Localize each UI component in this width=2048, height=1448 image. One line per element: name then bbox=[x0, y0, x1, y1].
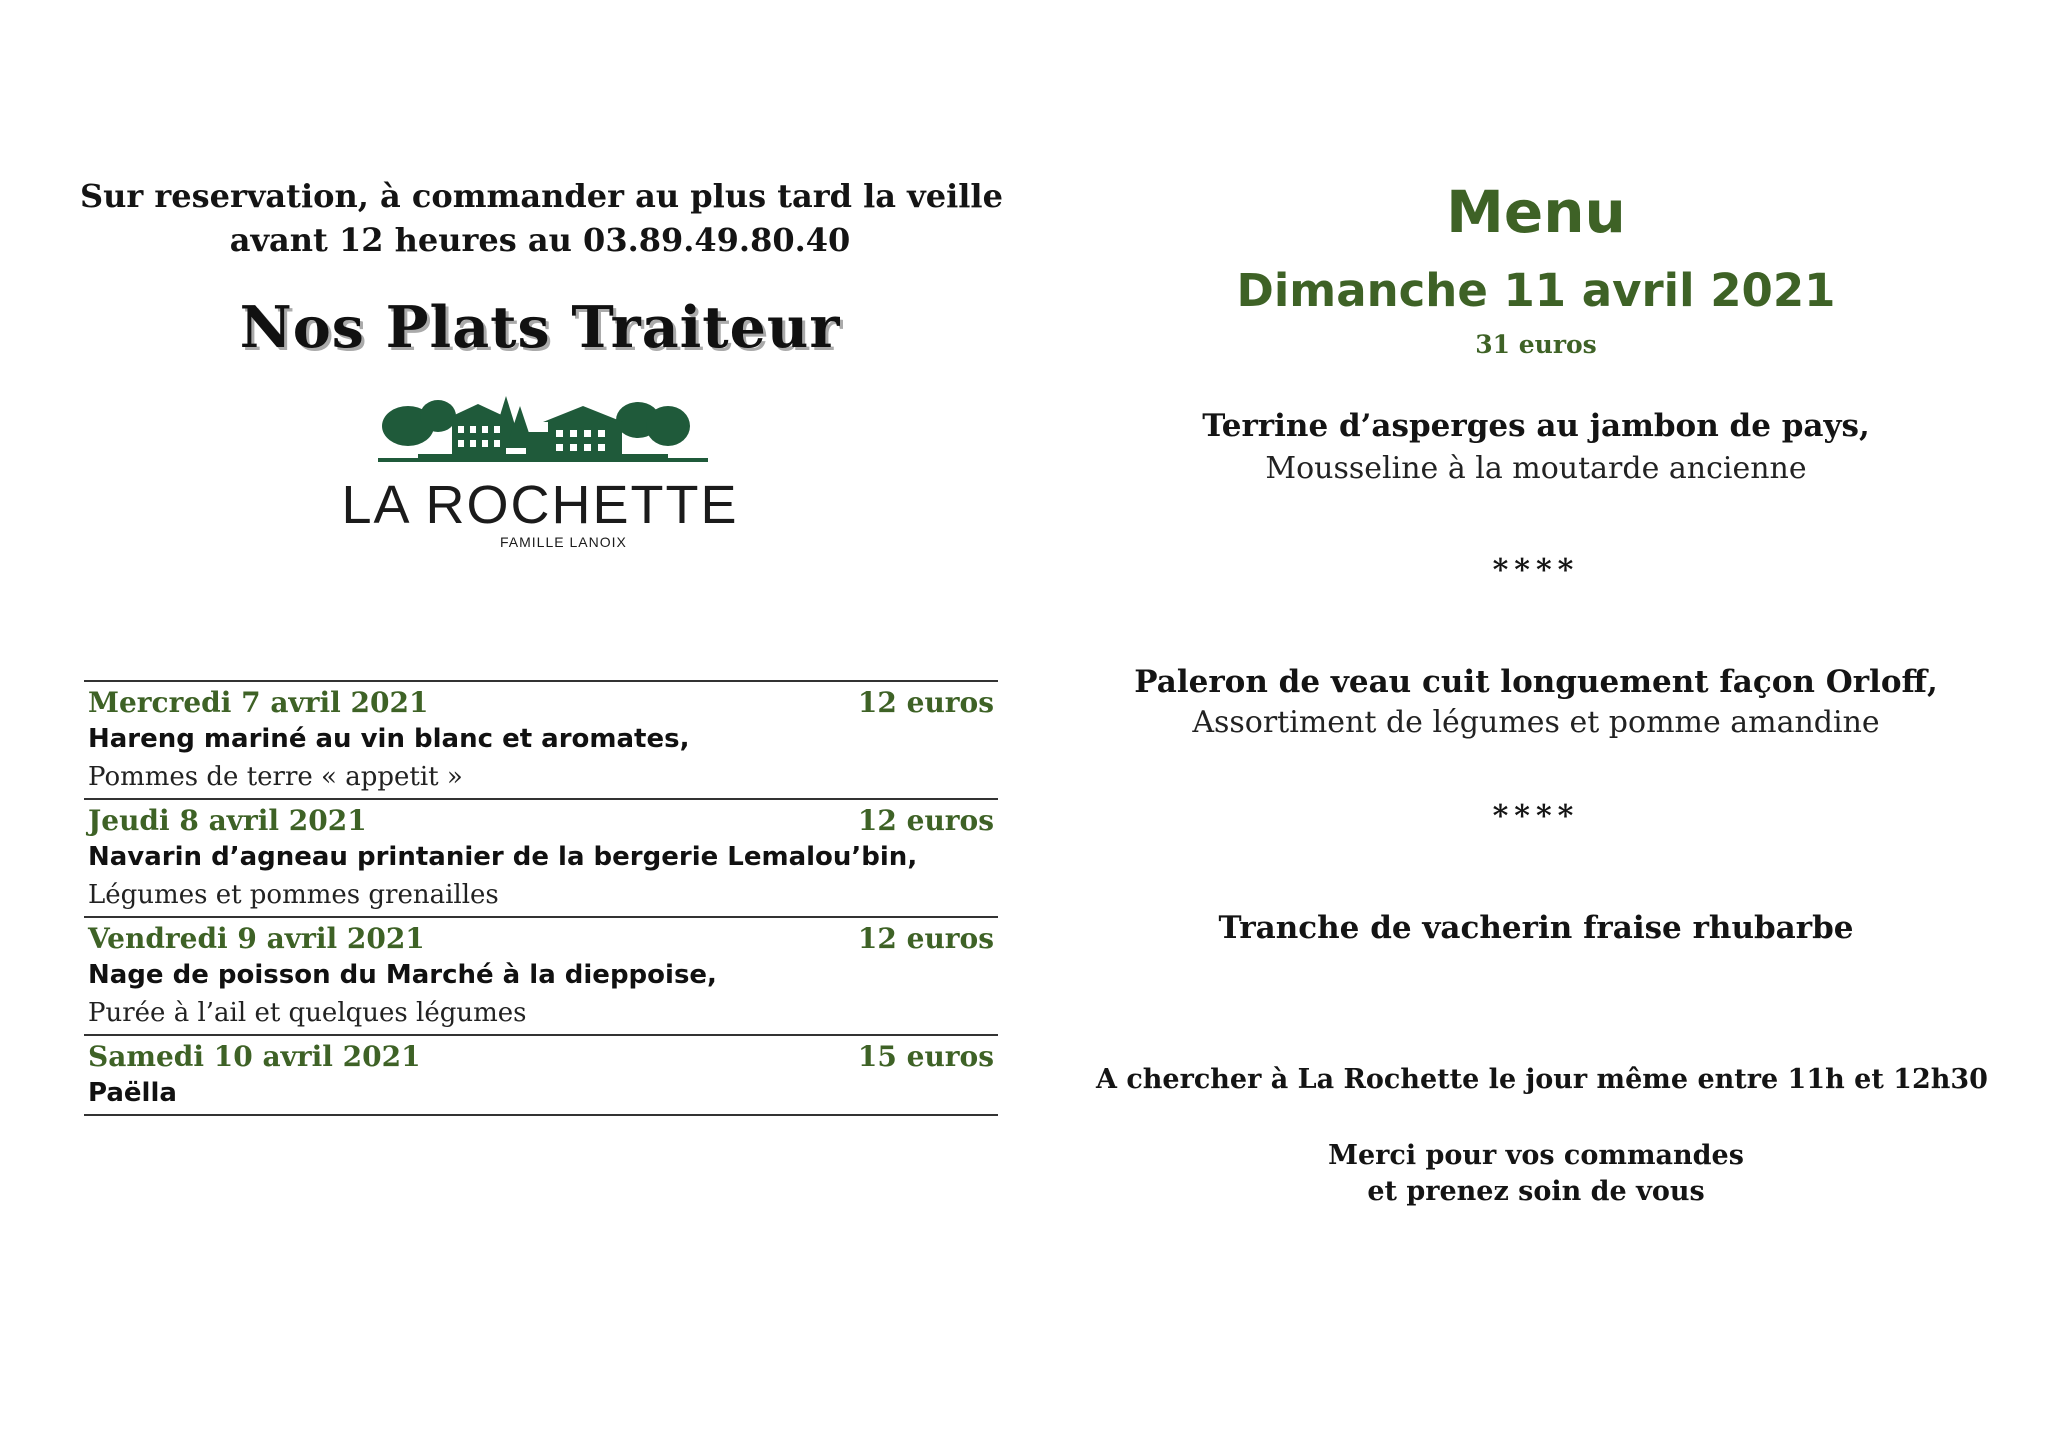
plat-price: 12 euros bbox=[857, 685, 994, 719]
menu-price: 31 euros bbox=[1475, 330, 1597, 359]
logo-subtitle: FAMILLE LANOIX bbox=[500, 534, 627, 550]
plat-day: Samedi 10 avril 2021 bbox=[88, 1039, 421, 1073]
thanks-line-2: et prenez soin de vous bbox=[1367, 1176, 1705, 1207]
plat-dish: Nage de poisson du Marché à la dieppoise, bbox=[88, 960, 717, 990]
pickup-info: A chercher à La Rochette le jour même entre 11h et 12h30 bbox=[1096, 1064, 1988, 1095]
house-and-trees-icon bbox=[378, 396, 708, 468]
starter-title: Terrine d’asperges au jambon de pays, bbox=[1202, 408, 1870, 444]
plat-side: Purée à l’ail et quelques légumes bbox=[88, 998, 527, 1028]
plat-day: Jeudi 8 avril 2021 bbox=[88, 803, 367, 837]
plat-price: 12 euros bbox=[857, 921, 994, 955]
plat-side: Légumes et pommes grenailles bbox=[88, 880, 499, 910]
main-course-title: Paleron de veau cuit longuement façon Orloff, bbox=[1134, 664, 1938, 700]
menu-title: Menu bbox=[1446, 178, 1626, 246]
menu-date: Dimanche 11 avril 2021 bbox=[1236, 264, 1836, 317]
plat-row bbox=[84, 1034, 998, 1114]
plat-dish: Paëlla bbox=[88, 1078, 177, 1108]
plat-dish: Navarin d’agneau printanier de la bergerie Lemalou’bin, bbox=[88, 842, 918, 872]
plat-row bbox=[84, 916, 998, 1034]
plat-day: Mercredi 7 avril 2021 bbox=[88, 685, 429, 719]
course-separator: **** bbox=[1492, 553, 1580, 588]
logo-name: LA ROCHETTE bbox=[341, 475, 739, 535]
plat-price: 15 euros bbox=[857, 1039, 994, 1073]
dessert-title: Tranche de vacherin fraise rhubarbe bbox=[1218, 910, 1854, 946]
reservation-notice bbox=[80, 174, 1003, 262]
la-rochette-logo bbox=[330, 396, 750, 556]
plat-row bbox=[84, 680, 998, 798]
starter-description: Mousseline à la moutarde ancienne bbox=[1265, 451, 1807, 486]
plats-table bbox=[84, 680, 998, 1116]
section-title: Nos Plats Traiteur bbox=[239, 294, 841, 361]
plat-price: 12 euros bbox=[857, 803, 994, 837]
main-course-description: Assortiment de légumes et pomme amandine bbox=[1192, 705, 1880, 740]
plat-day: Vendredi 9 avril 2021 bbox=[88, 921, 425, 955]
reservation-line-2: avant 12 heures au 03.89.49.80.40 bbox=[229, 221, 851, 259]
plat-row bbox=[84, 798, 998, 916]
plat-dish: Hareng mariné au vin blanc et aromates, bbox=[88, 724, 690, 754]
reservation-line-1: Sur reservation, à commander au plus tard la veille bbox=[80, 177, 1003, 215]
thanks-line-1: Merci pour vos commandes bbox=[1328, 1140, 1744, 1171]
course-separator: **** bbox=[1492, 799, 1580, 834]
plat-side: Pommes de terre « appetit » bbox=[88, 762, 463, 792]
